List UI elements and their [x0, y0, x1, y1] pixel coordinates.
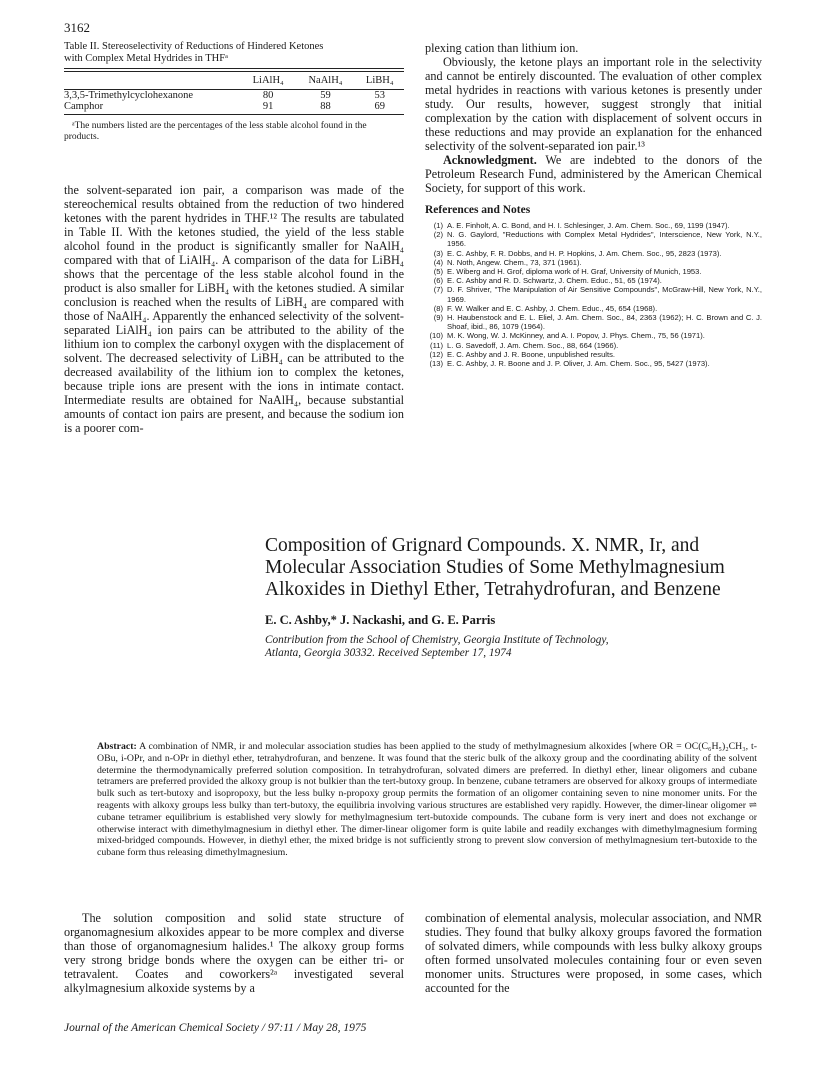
intro-right-column — [425, 911, 762, 995]
table-cell: 80 — [262, 90, 274, 101]
reference-item — [425, 221, 762, 230]
page-number: 3162 — [64, 20, 90, 35]
acknowledgment — [425, 153, 762, 195]
reference-text: E. C. Ashby and J. R. Boone, unpublished results. — [447, 349, 616, 359]
acknowledgment-text: We are indebted to the donors of the Petroleum Research Fund, administered by the American Chemical Society, for support of this work. — [425, 153, 762, 195]
abstract — [97, 741, 757, 859]
acknowledgment-label: Acknowledgment. — [443, 153, 537, 167]
paragraph: combination of elemental analysis, molecular association, and NMR studies. They found that bulky alkoxy groups favored the formation of solvated dimers, while compounds with less bulky alkoxy groups often formed unsolvated molecules containing four or even seven monomer units. Structures were proposed, in some cases, which accounted for the — [425, 911, 762, 995]
reference-number: (12) — [429, 349, 443, 359]
table-header-row — [64, 72, 404, 89]
table-header-cell: LiAlH₄ — [252, 75, 284, 86]
table-header-cell — [64, 72, 241, 89]
reference-text: H. Haubenstock and E. L. Eliel, J. Am. Chem. Soc., 84, 2363 (1962); H. C. Brown and C. J. Shoaf, ibid., 86, 1079 (1964). — [447, 313, 762, 332]
abstract-label: Abstract: — [97, 741, 137, 752]
reference-item — [425, 276, 762, 285]
reference-text: E. Wiberg and H. Grof, diploma work of H. Graf, University of Munich, 1953. — [447, 267, 702, 277]
reference-number: (7) — [433, 285, 443, 295]
table-cell: 59 — [320, 90, 331, 101]
reference-item — [425, 267, 762, 276]
paragraph: The solution composition and solid state structure of organomagnesium alkoxides appear to be more complex and diverse than those of organomagnesium halides.¹ The alkoxy group forms very strong bridge bonds where the oxygen can be either tri- or tetravalent. Coates and coworkers²ᵃ investigated several alkylmagnesium alkoxide systems by a — [64, 911, 404, 995]
reference-text: A. E. Finholt, A. C. Bond, and H. I. Schlesinger, J. Am. Chem. Soc., 69, 1199 (1947). — [447, 221, 730, 230]
reference-number: (8) — [433, 303, 443, 313]
reference-item — [425, 304, 762, 313]
reference-text: E. C. Ashby, J. R. Boone and J. P. Oliver, J. Am. Chem. Soc., 95, 5427 (1973). — [447, 359, 710, 369]
reference-text: E. C. Ashby, F. R. Dobbs, and H. P. Hopkins, J. Am. Chem. Soc., 95, 2823 (1973). — [447, 248, 722, 258]
table-row — [64, 101, 404, 112]
reference-text: D. F. Shriver, "The Manipulation of Air Sensitive Compounds", McGraw-Hill, New York, N.Y., 1969. — [447, 285, 762, 304]
reference-number: (2) — [433, 230, 443, 240]
table-caption: Table II. Stereoselectivity of Reductions of Hindered Ketones with Complex Metal Hydrides in THFᵃ — [64, 41, 324, 64]
journal-footer: Journal of the American Chemical Society / 97:11 / May 28, 1975 — [64, 1022, 367, 1034]
authors: E. C. Ashby,* J. Nackashi, and G. E. Parris — [265, 613, 496, 627]
table-cell: 3,3,5-Trimethylcyclohexanone — [64, 90, 194, 101]
abstract-text: A combination of NMR, ir and molecular association studies has been applied to the study of methylmagnesium alkoxides [where OR = OC(C₆H₅)₂CH₃, t-OBu, i-OPr, and n-OPr in diethyl ether, tetrahydrofuran, and benzene. It was found that the steric bulk of the alkoxy group and the coordinating ability of the solvent determine the thermodynamically preferred solution composition. In tetrahydrofuran, solvated dimers are preferred. In diethyl ether, linear oligomers and cubane tetramers are preferred provided the alkoxy group is not bulkier than the tert-butoxy group. In benzene, cubane tetramers are observed for alkoxy groups of intermediate bulk such as tert-butoxy and isopropoxy, but the less bulky n-propoxy group permits the formation of an oligomer containing seven to nine monomer units. For the reagents with alkoxy groups less bulky than tert-butoxy, the equilibria involving various structures are established very rapidly. However, the dimer-linear oligomer ⇌ cubane tetramer equilibrium is established very slowly for methylmagnesium tert-butoxide compounds. The cubane form is very inert and does not exchange or otherwise interact with dimethylmagnesium in diethyl ether. The dimer-linear oligomer form is quite labile and readily exchanges with dimethylmagnesium forming mixed-bridged compounds. However, in diethyl ether, the mixed bridge is not sufficiently strong to prevent slow conversion of methylmagnesium tert-butoxide to the cubane form thus releasing dimethylmagnesium. — [97, 741, 757, 859]
reference-item — [425, 313, 762, 331]
reference-item — [425, 230, 762, 248]
paragraph: plexing cation than lithium ion. — [425, 41, 579, 55]
paragraph: the solvent-separated ion pair, a comparison was made of the stereochemical results obtained from the reduction of two hindered ketones with the parent hydrides in THF.¹² The results are tabulated in Table II. With the ketones studied, the yield of the less stable alcohol found in the product is significantly smaller for NaAlH₄ compared with that of LiAlH₄. A comparison of the data for LiBH₄ shows that the percentage of the less stable alcohol found in the product is also smaller for LiBH₄ with the ketones studied. A similar conclusion is reached when the results of LiBH₄ are compared with those of NaAlH₄. Apparently the enhanced selectivity of the solvent-separated LiAlH₄ ion pairs can be attributed to the ability of the lithium ion to complex the carbonyl oxygen with the displacement of solvent. The decreased selectivity of LiBH₄ can be attributed to the decreased availability of the lithium ion to complex the ketones, because triple ions are present with the ions in intimate contact. Intermediate results are obtained for NaAlH₄, because substantial amounts of contact ion pairs are present, and because the sodium ion is a poorer com- — [64, 183, 404, 435]
reference-number: (11) — [430, 340, 443, 350]
reference-number: (9) — [433, 313, 443, 323]
reference-text: F. W. Walker and E. C. Ashby, J. Chem. Educ., 45, 654 (1968). — [447, 303, 658, 313]
reference-text: L. G. Savedoff, J. Am. Chem. Soc., 88, 664 (1966). — [447, 340, 619, 350]
intro-left-column — [64, 911, 404, 995]
right-column-text — [425, 41, 762, 368]
reference-number: (4) — [433, 257, 443, 267]
paragraph: Obviously, the ketone plays an important role in the selectivity and cannot be entirely discounted. The evaluation of other complex metal hydrides in reactions with various ketones is presently under study. Our results, however, suggest strongly that initial complexation by the cation with displacement of solvent occurs in these reductions and may provide an explanation for the enhanced selectivity of the solvent-separated ion pair.¹³ — [425, 55, 762, 153]
table-cell: Camphor — [64, 101, 104, 112]
reference-item — [425, 258, 762, 267]
table-footnote: ᵃThe numbers listed are the percentages of the less stable alcohol found in the products. — [64, 121, 367, 142]
references-list — [425, 221, 762, 368]
table-ii — [64, 41, 404, 143]
reference-number: (6) — [433, 276, 443, 286]
table-cell: 69 — [374, 101, 385, 112]
reference-number: (13) — [429, 359, 443, 369]
reference-text: E. C. Ashby and R. D. Schwartz, J. Chem. Educ., 51, 65 (1974). — [447, 276, 662, 286]
article-title: Composition of Grignard Compounds. X. NMR, Ir, and Molecular Association Studies of Some Methylmagnesium Alkoxides in Diethyl Ether, Tetrahydrofuran, and Benzene — [265, 535, 725, 600]
reference-item — [425, 350, 762, 359]
reference-text: N. Noth, Angew. Chem., 73, 371 (1961). — [447, 257, 582, 267]
table-grid — [64, 72, 404, 112]
reference-number: (3) — [433, 248, 443, 258]
table-cell: 91 — [262, 101, 274, 112]
references-heading: References and Notes — [425, 204, 531, 216]
reference-text: M. K. Wong, W. J. McKinney, and A. I. Popov, J. Phys. Chem., 75, 56 (1971). — [447, 331, 705, 341]
reference-item — [425, 285, 762, 303]
table-row — [64, 90, 404, 101]
reference-text: N. G. Gaylord, "Reductions with Complex Metal Hydrides", Interscience, New York, N.Y., 1956. — [447, 230, 762, 249]
reference-item — [425, 331, 762, 340]
reference-item — [425, 341, 762, 350]
table-header-cell: LiBH₄ — [365, 75, 394, 86]
table-cell: 53 — [374, 90, 385, 101]
table-header-cell: NaAlH₄ — [308, 75, 343, 86]
reference-number: (10) — [429, 331, 443, 341]
reference-item — [425, 249, 762, 258]
reference-item — [425, 359, 762, 368]
reference-number: (1) — [433, 221, 443, 230]
affiliation: Contribution from the School of Chemistry, Georgia Institute of Technology, Atlanta, Georgia 30332. Received September 17, 1974 — [265, 634, 609, 659]
reference-number: (5) — [433, 267, 443, 277]
left-column-text — [64, 183, 404, 435]
article-header — [265, 535, 765, 660]
table-cell: 88 — [320, 101, 331, 112]
